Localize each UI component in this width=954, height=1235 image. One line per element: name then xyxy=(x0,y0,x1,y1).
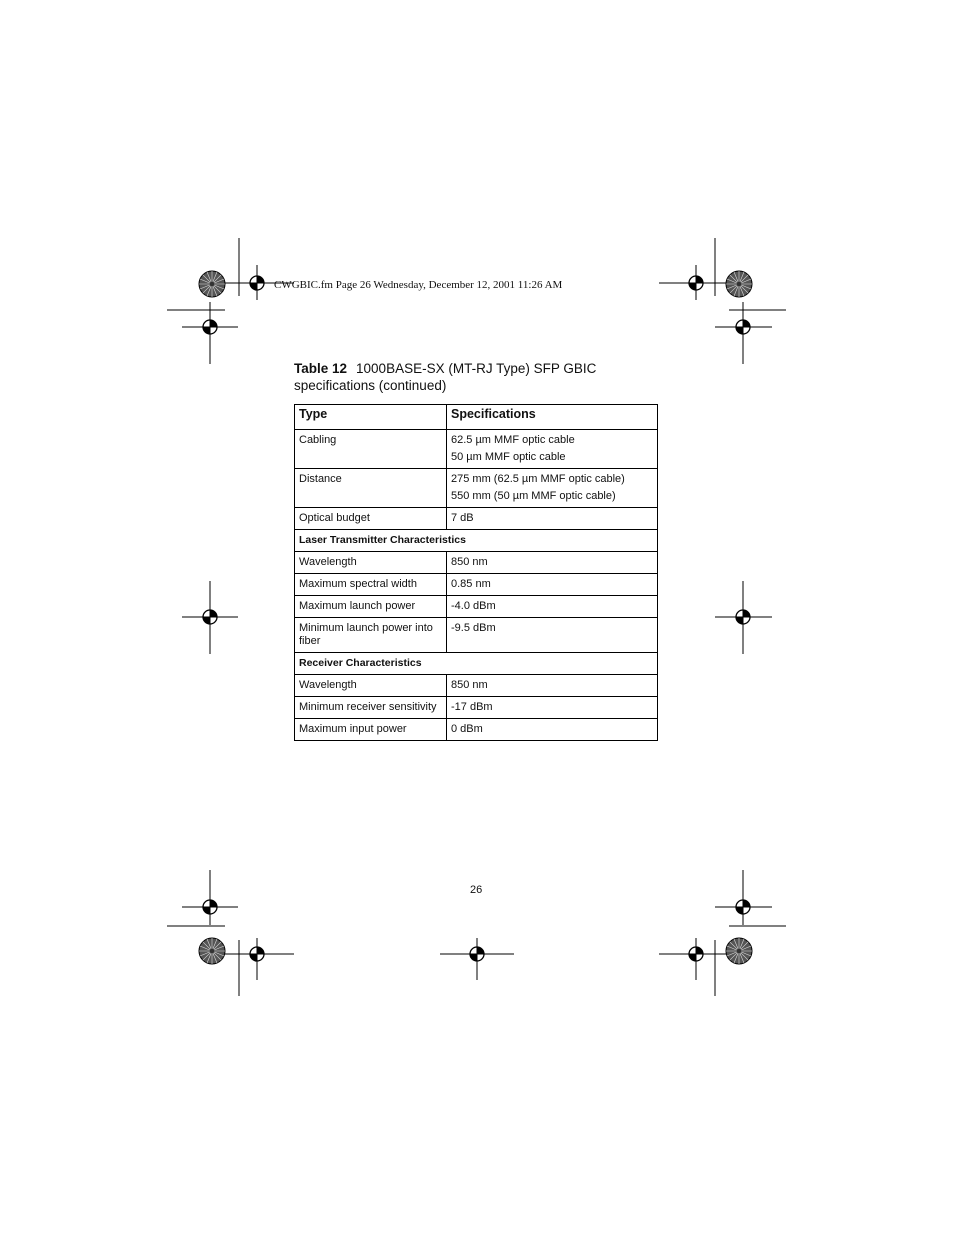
row-specs xyxy=(447,430,658,469)
table-row xyxy=(295,430,658,469)
row-type: Optical budget xyxy=(295,508,447,530)
row-type: Wavelength xyxy=(295,675,447,697)
table-row xyxy=(295,469,658,508)
section-row xyxy=(295,530,658,552)
section-heading-receiver: Receiver Characteristics xyxy=(295,653,658,675)
column-header-specifications: Specifications xyxy=(447,405,658,430)
table-header-row xyxy=(295,405,658,430)
row-specs: 850 nm xyxy=(447,675,658,697)
page-number: 26 xyxy=(470,884,483,896)
spec-table xyxy=(294,404,658,741)
row-type: Maximum spectral width xyxy=(295,574,447,596)
table-row xyxy=(295,596,658,618)
row-specs: 0.85 nm xyxy=(447,574,658,596)
table-row xyxy=(295,719,658,741)
row-specs: -4.0 dBm xyxy=(447,596,658,618)
row-specs: -9.5 dBm xyxy=(447,618,658,653)
table-row xyxy=(295,618,658,653)
spec-line: 62.5 µm MMF optic cable xyxy=(451,434,575,446)
table-row xyxy=(295,675,658,697)
row-type: Cabling xyxy=(295,430,447,469)
column-header-type: Type xyxy=(295,405,447,430)
table-row xyxy=(295,697,658,719)
table-row xyxy=(295,508,658,530)
row-specs xyxy=(447,469,658,508)
row-type: Minimum launch power into fiber xyxy=(295,618,447,653)
table-number: Table 12 xyxy=(294,361,348,376)
row-type: Minimum receiver sensitivity xyxy=(295,697,447,719)
row-specs: 850 nm xyxy=(447,552,658,574)
file-info-header: CWGBIC.fm Page 26 Wednesday, December 12, 2001 11:26 AM xyxy=(274,279,563,291)
row-specs: -17 dBm xyxy=(447,697,658,719)
spec-line: 50 µm MMF optic cable xyxy=(451,451,566,463)
row-specs: 7 dB xyxy=(447,508,658,530)
table-row xyxy=(295,574,658,596)
row-type: Maximum launch power xyxy=(295,596,447,618)
table-row xyxy=(295,552,658,574)
row-type: Distance xyxy=(295,469,447,508)
section-heading-laser-transmitter: Laser Transmitter Characteristics xyxy=(295,530,658,552)
row-type: Wavelength xyxy=(295,552,447,574)
table-caption xyxy=(294,360,654,394)
row-specs: 0 dBm xyxy=(447,719,658,741)
table-title: 1000BASE-SX (MT-RJ Type) SFP GBIC specifications (continued) xyxy=(294,361,597,393)
section-row xyxy=(295,653,658,675)
row-type: Maximum input power xyxy=(295,719,447,741)
spec-line: 275 mm (62.5 µm MMF optic cable) xyxy=(451,473,625,485)
spec-line: 550 mm (50 µm MMF optic cable) xyxy=(451,490,616,502)
